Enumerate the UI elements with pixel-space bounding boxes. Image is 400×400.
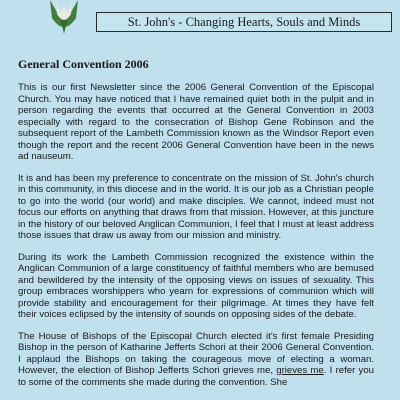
tagline-text: St. John's - Changing Hearts, Souls and Minds: [127, 14, 361, 29]
paragraph-2: It is and has been my preference to concentrate on the mission of St. John's church in this community, in this diocese and in the world. It is our job as a Christian people to go into the world (our world) and make disciples. We cannot, indeed must not focus our efforts on anything that draws from that mission. However, at this juncture in the history of our beloved Anglican Communion, I feel that I must at least address those issues that draw us away from our mission and ministry.: [18, 172, 374, 241]
paragraph-4-text: The House of Bishops of the Episcopal Church elected it's first female Presiding Bishop in the person of Katharine Jefferts Schori at their 2006 General Convention. I applaud the Bishops on taking the courageous move of electing a woman. However, the election of Bishop Jefferts Schori grieves me,: [18, 330, 374, 376]
paragraph-1: This is our first Newsletter since the 2006 General Convention of the Episcopal Church. You may have noticed that I have remained quiet both in the pulpit and in person regarding the events that occurred at the General Convention in 2003 especially with regard to the consecration of Bishop Gene Robinson and the subsequent report of the Lambeth Commission known as the Windsor Report even though the report and the recent 2006 General Convention have been in the news ad nauseum.: [18, 82, 374, 162]
paragraph-4: [18, 331, 374, 389]
church-logo-icon: [44, 0, 84, 36]
paragraph-4-emphasis: grieves me: [276, 365, 324, 376]
article-title: General Convention 2006: [18, 57, 149, 71]
paragraph-3: During its work the Lambeth Commission recognized the existence within the Anglican Communion of a large constituency of faithful members who are bemused and bewildered by the intensity of the opposing views on issues of sexuality. This group embraces worshippers who yearn for expressions of communion which will provide stability and encouragement for their pilgrimage. At times they have felt their voices eclipsed by the intensity of sounds on opposing sides of the debate.: [18, 251, 374, 320]
tagline-banner: [96, 12, 392, 32]
paragraph-4-tail: . I refer you to some of the comments she made during the convention. She: [18, 365, 374, 388]
article-body: [18, 82, 374, 398]
